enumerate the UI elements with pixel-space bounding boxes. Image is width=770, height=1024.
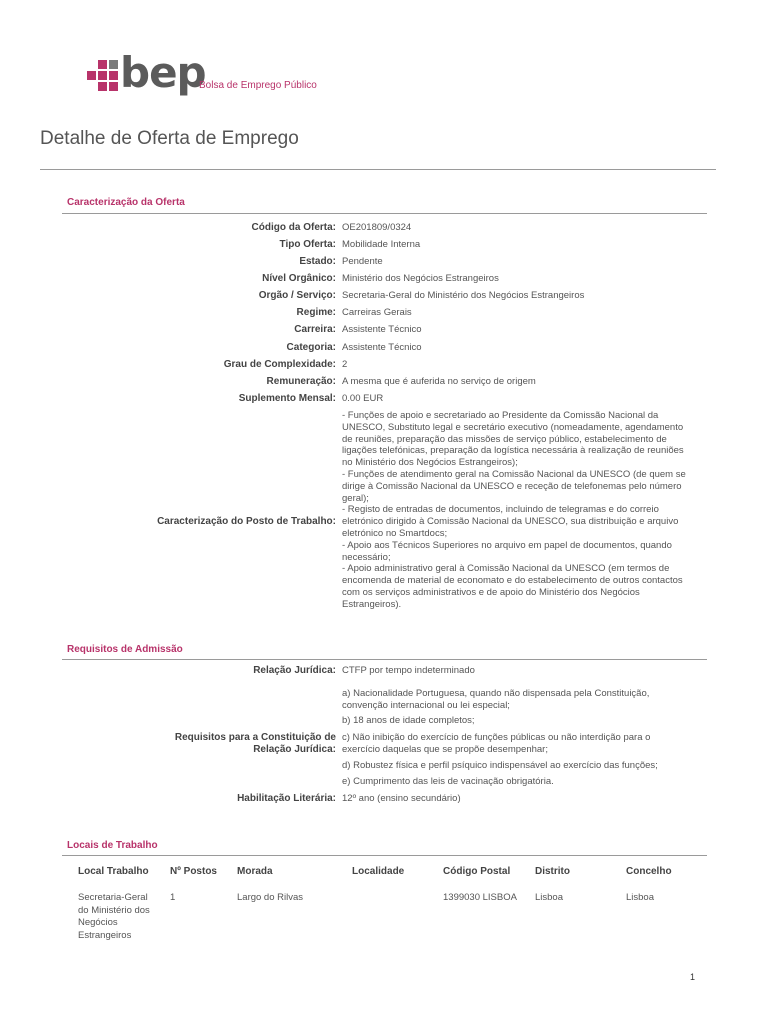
table-cell: Lisboa bbox=[535, 892, 563, 903]
field-label: Nível Orgânico: bbox=[262, 273, 336, 284]
field-label: Grau de Complexidade: bbox=[223, 359, 336, 370]
logo-square-icon bbox=[109, 60, 118, 69]
page-number: 1 bbox=[690, 972, 696, 982]
section-divider bbox=[62, 213, 707, 214]
field-value: Pendente bbox=[342, 256, 383, 267]
field-value: Mobilidade Interna bbox=[342, 239, 421, 250]
field-label: Remuneração: bbox=[266, 376, 336, 387]
section-title-locais: Locais de Trabalho bbox=[67, 840, 158, 851]
requisito-item: b) 18 anos de idade completos; bbox=[342, 715, 475, 726]
page-title: Detalhe de Oferta de Emprego bbox=[40, 128, 299, 149]
requisito-item: c) Não inibição do exercício de funções públicas ou não interdição para o exercício daquelas que se propõe desempenhar; bbox=[342, 732, 651, 755]
field-value: Assistente Técnico bbox=[342, 342, 422, 353]
field-label: Suplemento Mensal: bbox=[238, 393, 336, 404]
field-value: OE201809/0324 bbox=[342, 222, 412, 233]
table-header: Código Postal bbox=[443, 866, 511, 877]
logo-square-icon bbox=[98, 82, 107, 91]
table-header: Distrito bbox=[535, 866, 570, 877]
table-cell: 1399030 LISBOA bbox=[443, 892, 517, 903]
field-value: Ministério dos Negócios Estrangeiros bbox=[342, 273, 499, 284]
field-value: A mesma que é auferida no serviço de origem bbox=[342, 376, 536, 387]
field-value: Secretaria-Geral do Ministério dos Negócios Estrangeiros bbox=[342, 290, 585, 301]
field-label: Regime: bbox=[296, 307, 336, 318]
posto-label: Caracterização do Posto de Trabalho: bbox=[157, 516, 336, 527]
requisito-item: d) Robustez física e perfil psíquico indispensável ao exercício das funções; bbox=[342, 760, 658, 771]
logo-square-icon bbox=[87, 71, 96, 80]
table-cell: Lisboa bbox=[626, 892, 654, 903]
section-title-caracterizacao: Caracterização da Oferta bbox=[67, 197, 185, 208]
field-label: Orgão / Serviço: bbox=[258, 290, 336, 301]
section-divider bbox=[62, 659, 707, 660]
logo-square-icon bbox=[98, 60, 107, 69]
relacao-value: CTFP por tempo indeterminado bbox=[342, 665, 475, 676]
table-cell: Largo do Rilvas bbox=[237, 892, 304, 903]
field-label: Carreira: bbox=[294, 324, 336, 335]
requisito-item: a) Nacionalidade Portuguesa, quando não dispensada pela Constituição, convenção internacional ou lei especial; bbox=[342, 688, 650, 711]
field-label: Código da Oferta: bbox=[251, 222, 336, 233]
logo-square-icon bbox=[98, 71, 107, 80]
table-header: Morada bbox=[237, 866, 273, 877]
logo-wordmark: bep bbox=[120, 48, 206, 97]
field-value: Assistente Técnico bbox=[342, 324, 422, 335]
field-value: Carreiras Gerais bbox=[342, 307, 412, 318]
field-label: Estado: bbox=[299, 256, 336, 267]
logo-subtitle: Bolsa de Emprego Público bbox=[199, 80, 317, 91]
field-value: 0.00 EUR bbox=[342, 393, 384, 404]
constituicao-label: Requisitos para a Constituição de bbox=[174, 732, 336, 743]
table-cell: Secretaria-Geral do Ministério dos Negócios Estrangeiros bbox=[78, 892, 150, 941]
logo-square-icon bbox=[109, 82, 118, 91]
habilitacao-value: 12º ano (ensino secundário) bbox=[342, 793, 461, 804]
section-divider bbox=[62, 855, 707, 856]
field-value: 2 bbox=[342, 359, 348, 370]
title-divider bbox=[40, 169, 716, 170]
table-header: Local Trabalho bbox=[78, 866, 149, 877]
habilitacao-label: Habilitação Literária: bbox=[237, 793, 336, 804]
posto-value: - Funções de apoio e secretariado ao Presidente da Comissão Nacional da UNESCO, Substituto legal e secretário executivo (nomeadamente, agendamento de reuniões, preparação das missões de serviço público, estabelecimento de ligações telefónicas, preparação da logística necessária à realização de reuniões no Ministério dos Negócios Estrangeiros); - Funções de atendimento geral na Comissão Nacional da UNESCO (de quem se dirige à Comissão Nacional da UNESCO e receção de telefonemas pelo número geral); - Registo de entradas de documentos, incluindo de telegramas e do correio eletrónico dirigido à Comissão Nacional da UNESCO, sua distribuição e arquivo eletrónico no Smartdocs; - Apoio aos Técnicos Superiores no arquivo em papel de documentos, quando necessário; - Apoio administrativo geral à Comissão Nacional da UNESCO (em termos de encomenda de material de economato e do estabelecimento de outros contactos com os serviços administrativos e de apoio do Ministério dos Negócios Estrangeiros). bbox=[342, 410, 686, 610]
constituicao-label: Relação Jurídica: bbox=[253, 744, 336, 755]
field-label: Tipo Oferta: bbox=[279, 239, 336, 250]
field-label: Categoria: bbox=[286, 342, 336, 353]
table-header: Concelho bbox=[626, 866, 672, 877]
section-title-requisitos: Requisitos de Admissão bbox=[67, 644, 183, 655]
table-header: Localidade bbox=[352, 866, 405, 877]
table-header: Nº Postos bbox=[170, 866, 217, 877]
table-cell: 1 bbox=[170, 892, 176, 903]
logo-square-icon bbox=[109, 71, 118, 80]
requisito-item: e) Cumprimento das leis de vacinação obrigatória. bbox=[342, 776, 554, 787]
relacao-label: Relação Jurídica: bbox=[253, 665, 336, 676]
